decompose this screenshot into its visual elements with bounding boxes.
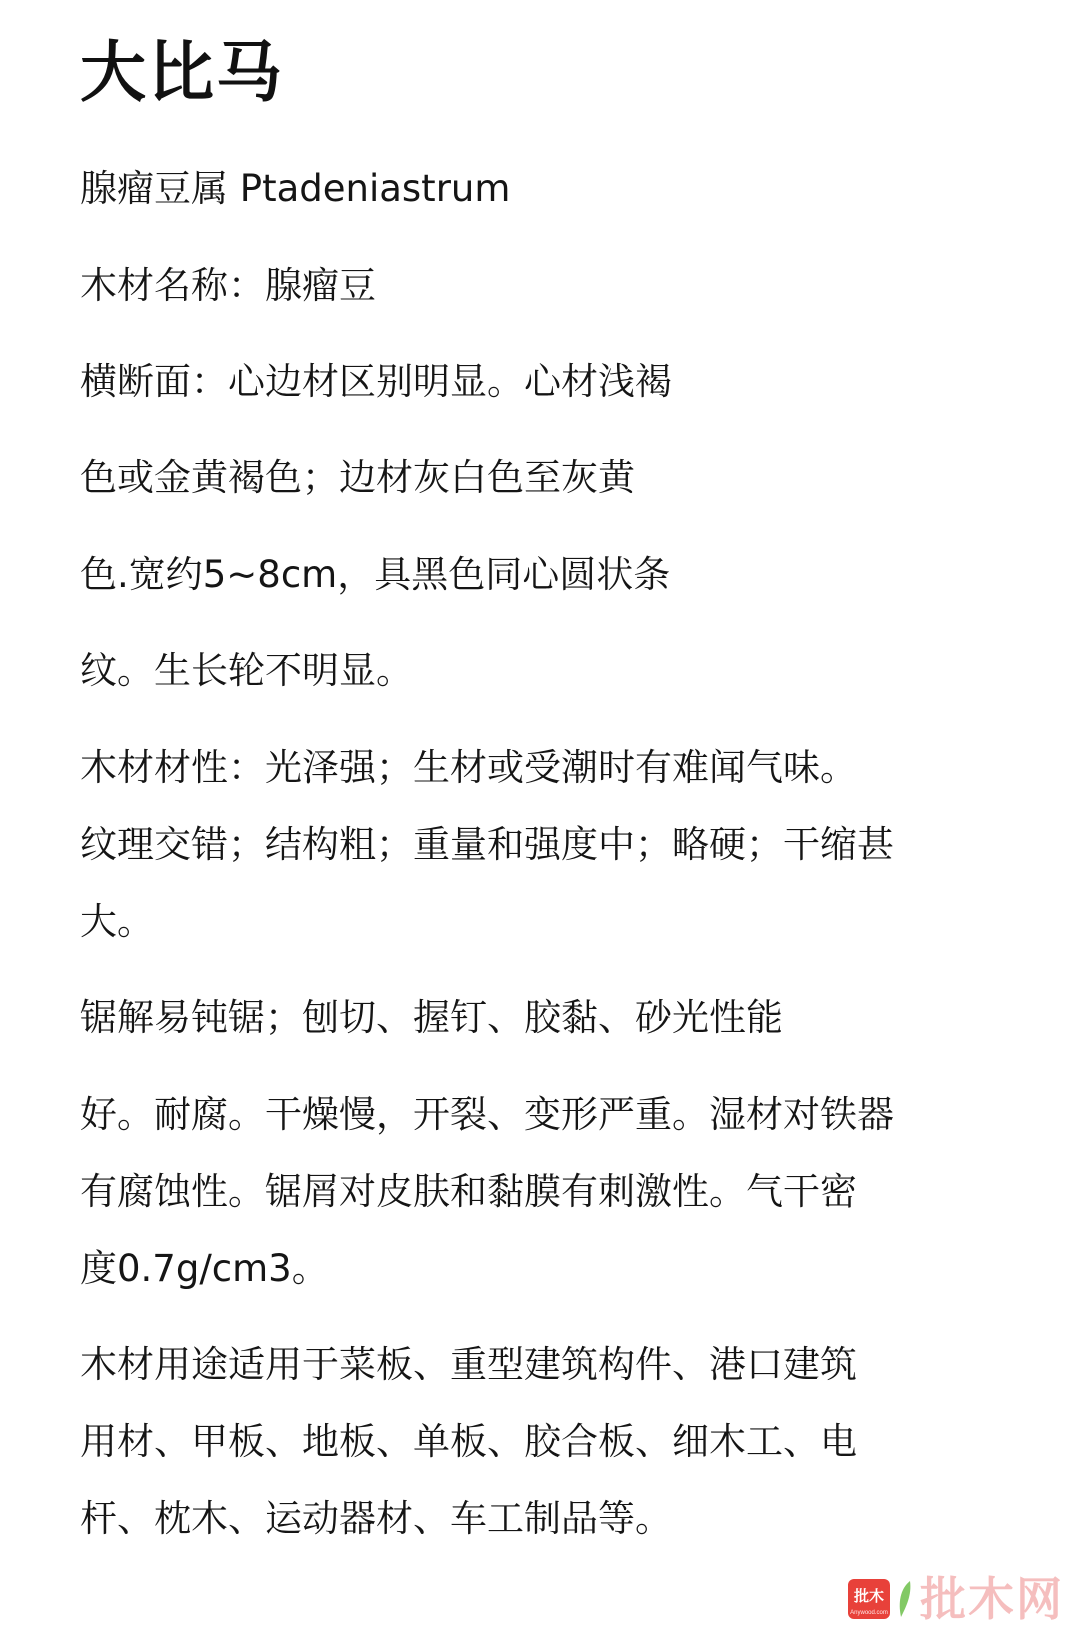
logo-badge	[848, 1579, 890, 1619]
text-line-properties-2: 纹理交错；结构粗；重量和强度中；略硬；干缩甚	[80, 823, 894, 866]
text-line-uses-1: 木材用途适用于菜板、重型建筑构件、港口建筑	[80, 1343, 857, 1386]
text-line-cross-section-3: 色.宽约5~8cm，具黑色同心圆状条	[80, 553, 671, 596]
text-line-genus: 腺瘤豆属 Ptadeniastrum	[80, 167, 511, 210]
text-line-properties-3: 大。	[80, 900, 154, 943]
text-line-properties-1: 木材材性：光泽强；生材或受潮时有难闻气味。	[80, 746, 857, 789]
text-line-cross-section-2: 色或金黄褐色；边材灰白色至灰黄	[80, 456, 635, 499]
watermark-site-name: 批木网	[920, 1572, 1064, 1626]
leaf-icon	[896, 1579, 914, 1619]
text-line-processing-2: 好。耐腐。干燥慢，开裂、变形严重。湿材对铁器	[80, 1093, 894, 1136]
logo-badge-subtext: Anywood.com	[850, 1610, 888, 1616]
watermark-logo	[848, 1574, 1064, 1624]
text-line-uses-3: 杆、枕木、运动器材、车工制品等。	[80, 1497, 672, 1540]
page-title: 大比马	[80, 34, 284, 111]
text-line-processing-3: 有腐蚀性。锯屑对皮肤和黏膜有刺激性。气干密	[80, 1170, 857, 1213]
text-line-wood-name: 木材名称：腺瘤豆	[80, 264, 376, 307]
text-line-cross-section-4: 纹。生长轮不明显。	[80, 649, 413, 692]
text-line-processing-1: 锯解易钝锯；刨切、握钉、胶黏、砂光性能	[80, 996, 783, 1039]
text-line-processing-4: 度0.7g/cm3。	[80, 1247, 329, 1290]
text-line-cross-section-1: 横断面：心边材区别明显。心材浅褐	[80, 360, 672, 403]
text-line-uses-2: 用材、甲板、地板、单板、胶合板、细木工、电	[80, 1420, 857, 1463]
logo-badge-text: 批木	[853, 1588, 884, 1605]
